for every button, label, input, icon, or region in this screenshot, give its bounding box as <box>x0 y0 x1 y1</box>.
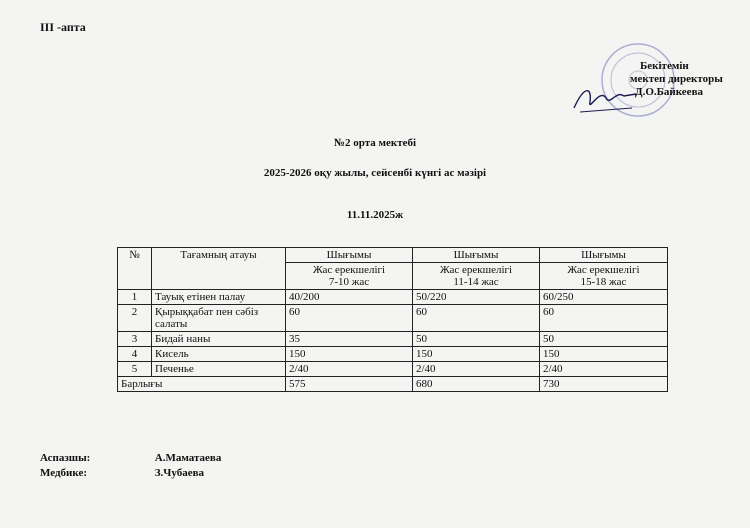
week-label: ІІІ -апта <box>40 20 86 34</box>
total-15-18: 730 <box>540 377 668 392</box>
output-7-10: 2/40 <box>286 362 413 377</box>
dish-name: Печенье <box>152 362 286 377</box>
nurse-name: З.Чубаева <box>154 467 205 479</box>
header-output-1: Шығымы <box>286 248 413 263</box>
age-range: 11-14 жас <box>453 276 499 288</box>
age-label: Жас ерекшелігі <box>439 264 513 276</box>
output-15-18: 150 <box>540 347 668 362</box>
cook-line <box>40 452 221 464</box>
menu-table <box>117 247 668 392</box>
age-group-3 <box>540 263 668 290</box>
output-15-18: 60/250 <box>540 290 668 305</box>
age-label: Жас ерекшелігі <box>567 264 640 276</box>
dish-name: Бидай наны <box>152 332 286 347</box>
output-11-14: 50 <box>413 332 540 347</box>
age-label: Жас ерекшелігі <box>312 264 386 276</box>
output-7-10: 60 <box>286 305 413 332</box>
row-num: 2 <box>118 305 152 332</box>
output-11-14: 2/40 <box>413 362 540 377</box>
total-11-14: 680 <box>413 377 540 392</box>
age-group-1 <box>286 263 413 290</box>
header-dish-name: Тағамның атауы <box>152 248 286 290</box>
table-row <box>118 332 668 347</box>
row-num: 4 <box>118 347 152 362</box>
row-num: 1 <box>118 290 152 305</box>
age-group-2 <box>413 263 540 290</box>
output-15-18: 2/40 <box>540 362 668 377</box>
table-row <box>118 290 668 305</box>
row-num: 3 <box>118 332 152 347</box>
total-label: Барлығы <box>118 377 286 392</box>
table-row <box>118 347 668 362</box>
output-7-10: 35 <box>286 332 413 347</box>
age-range: 7-10 жас <box>328 276 370 288</box>
output-11-14: 150 <box>413 347 540 362</box>
table-row <box>118 362 668 377</box>
output-7-10: 40/200 <box>286 290 413 305</box>
header-output-3: Шығымы <box>540 248 668 263</box>
output-15-18: 50 <box>540 332 668 347</box>
school-name: №2 орта мектебі <box>333 137 417 149</box>
header-output-2: Шығымы <box>413 248 540 263</box>
header-num: № <box>118 248 152 290</box>
cook-name: А.Маматаева <box>154 452 222 464</box>
dish-name: Кисель <box>152 347 286 362</box>
age-range: 15-18 жас <box>580 276 627 288</box>
approval-position: мектеп директоры <box>630 73 723 85</box>
dish-name: Қырыққабат пен сәбіз салаты <box>152 305 286 332</box>
approval-director-name: Д.О.Байкеева <box>635 86 704 98</box>
dish-name: Тауық етінен палау <box>152 290 286 305</box>
cook-role: Аспазшы: <box>40 452 91 464</box>
output-11-14: 60 <box>413 305 540 332</box>
table-row <box>118 305 668 332</box>
menu-title: 2025-2026 оқу жылы, сейсенбі күнгі ас мәзірі <box>263 167 487 179</box>
row-num: 5 <box>118 362 152 377</box>
total-7-10: 575 <box>286 377 413 392</box>
table-header-row <box>118 248 668 263</box>
nurse-role: Медбике: <box>40 467 87 479</box>
menu-date: 11.11.2025ж <box>346 209 404 221</box>
approval-block <box>575 60 725 99</box>
output-11-14: 50/220 <box>413 290 540 305</box>
nurse-line <box>40 467 204 479</box>
output-15-18: 60 <box>540 305 668 332</box>
output-7-10: 150 <box>286 347 413 362</box>
table-total-row <box>118 377 668 392</box>
approval-title: Бекітемін <box>640 60 689 72</box>
